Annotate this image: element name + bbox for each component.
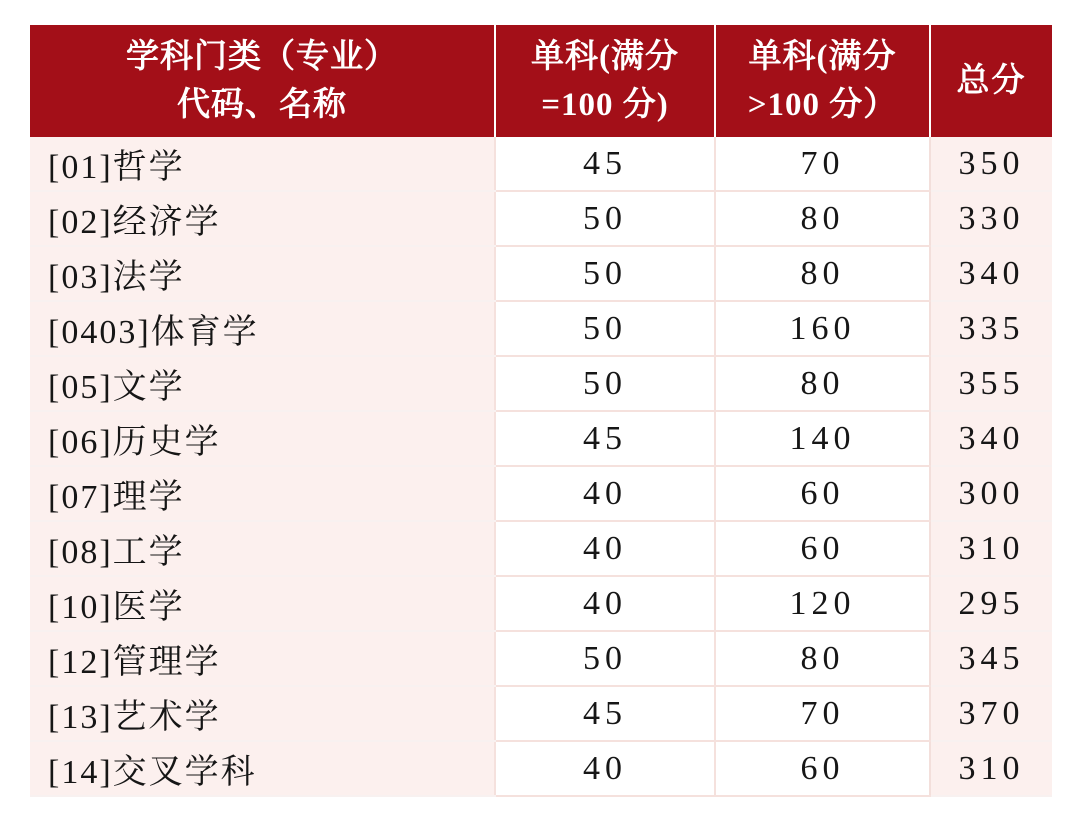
single-over-100-cell: 60 xyxy=(715,466,930,521)
single-full-100-cell: 45 xyxy=(495,137,715,191)
total-score-cell: 330 xyxy=(930,191,1052,246)
single-full-100-cell: 40 xyxy=(495,576,715,631)
total-score-cell: 350 xyxy=(930,137,1052,191)
category-cell: [08]工学 xyxy=(30,521,495,576)
table-row xyxy=(30,246,1052,301)
header-single-over-100-line2: >100 分） xyxy=(747,87,898,123)
total-score-cell: 340 xyxy=(930,246,1052,301)
single-full-100-cell: 40 xyxy=(495,466,715,521)
category-cell: [01]哲学 xyxy=(30,137,495,191)
category-cell: [07]理学 xyxy=(30,466,495,521)
total-score-cell: 300 xyxy=(930,466,1052,521)
single-over-100-cell: 80 xyxy=(715,356,930,411)
total-score-cell: 310 xyxy=(930,741,1052,796)
table-row xyxy=(30,356,1052,411)
single-full-100-cell: 50 xyxy=(495,356,715,411)
category-cell: [06]历史学 xyxy=(30,411,495,466)
single-over-100-cell: 120 xyxy=(715,576,930,631)
table-row xyxy=(30,576,1052,631)
table-row xyxy=(30,631,1052,686)
table-row xyxy=(30,521,1052,576)
single-full-100-cell: 45 xyxy=(495,686,715,741)
single-full-100-cell: 50 xyxy=(495,246,715,301)
single-full-100-cell: 40 xyxy=(495,741,715,796)
category-cell: [0403]体育学 xyxy=(30,301,495,356)
table-row xyxy=(30,137,1052,191)
table-row xyxy=(30,686,1052,741)
category-cell: [14]交叉学科 xyxy=(30,741,495,796)
single-over-100-cell: 140 xyxy=(715,411,930,466)
category-cell: [03]法学 xyxy=(30,246,495,301)
single-over-100-cell: 80 xyxy=(715,631,930,686)
header-discipline-line1: 学科门类（专业） xyxy=(126,39,398,75)
header-single-subject-full-100 xyxy=(495,25,715,137)
single-full-100-cell: 50 xyxy=(495,191,715,246)
header-discipline-category xyxy=(30,25,495,137)
table-row xyxy=(30,741,1052,796)
category-cell: [10]医学 xyxy=(30,576,495,631)
total-score-cell: 345 xyxy=(930,631,1052,686)
total-score-cell: 335 xyxy=(930,301,1052,356)
total-score-cell: 295 xyxy=(930,576,1052,631)
header-single-100-line2: =100 分) xyxy=(541,87,669,123)
table-body xyxy=(30,137,1052,796)
header-total-score xyxy=(930,25,1052,137)
single-over-100-cell: 80 xyxy=(715,246,930,301)
single-over-100-cell: 70 xyxy=(715,686,930,741)
single-full-100-cell: 40 xyxy=(495,521,715,576)
single-over-100-cell: 70 xyxy=(715,137,930,191)
table-row xyxy=(30,301,1052,356)
score-line-table xyxy=(30,25,1052,797)
category-cell: [02]经济学 xyxy=(30,191,495,246)
table-row xyxy=(30,466,1052,521)
single-over-100-cell: 80 xyxy=(715,191,930,246)
total-score-cell: 355 xyxy=(930,356,1052,411)
single-full-100-cell: 50 xyxy=(495,631,715,686)
header-single-100-line1: 单科(满分 xyxy=(531,39,679,75)
category-cell: [05]文学 xyxy=(30,356,495,411)
single-over-100-cell: 60 xyxy=(715,741,930,796)
table-row xyxy=(30,411,1052,466)
table-header xyxy=(30,25,1052,137)
total-score-cell: 370 xyxy=(930,686,1052,741)
header-single-over-100-line1: 单科(满分 xyxy=(748,39,897,75)
category-cell: [13]艺术学 xyxy=(30,686,495,741)
single-full-100-cell: 45 xyxy=(495,411,715,466)
header-single-subject-over-100 xyxy=(715,25,930,137)
category-cell: [12]管理学 xyxy=(30,631,495,686)
single-over-100-cell: 160 xyxy=(715,301,930,356)
table-row xyxy=(30,191,1052,246)
header-row xyxy=(30,25,1052,137)
single-full-100-cell: 50 xyxy=(495,301,715,356)
header-total-score-label: 总分 xyxy=(956,63,1027,99)
single-over-100-cell: 60 xyxy=(715,521,930,576)
total-score-cell: 340 xyxy=(930,411,1052,466)
header-discipline-line2: 代码、名称 xyxy=(177,87,347,123)
total-score-cell: 310 xyxy=(930,521,1052,576)
